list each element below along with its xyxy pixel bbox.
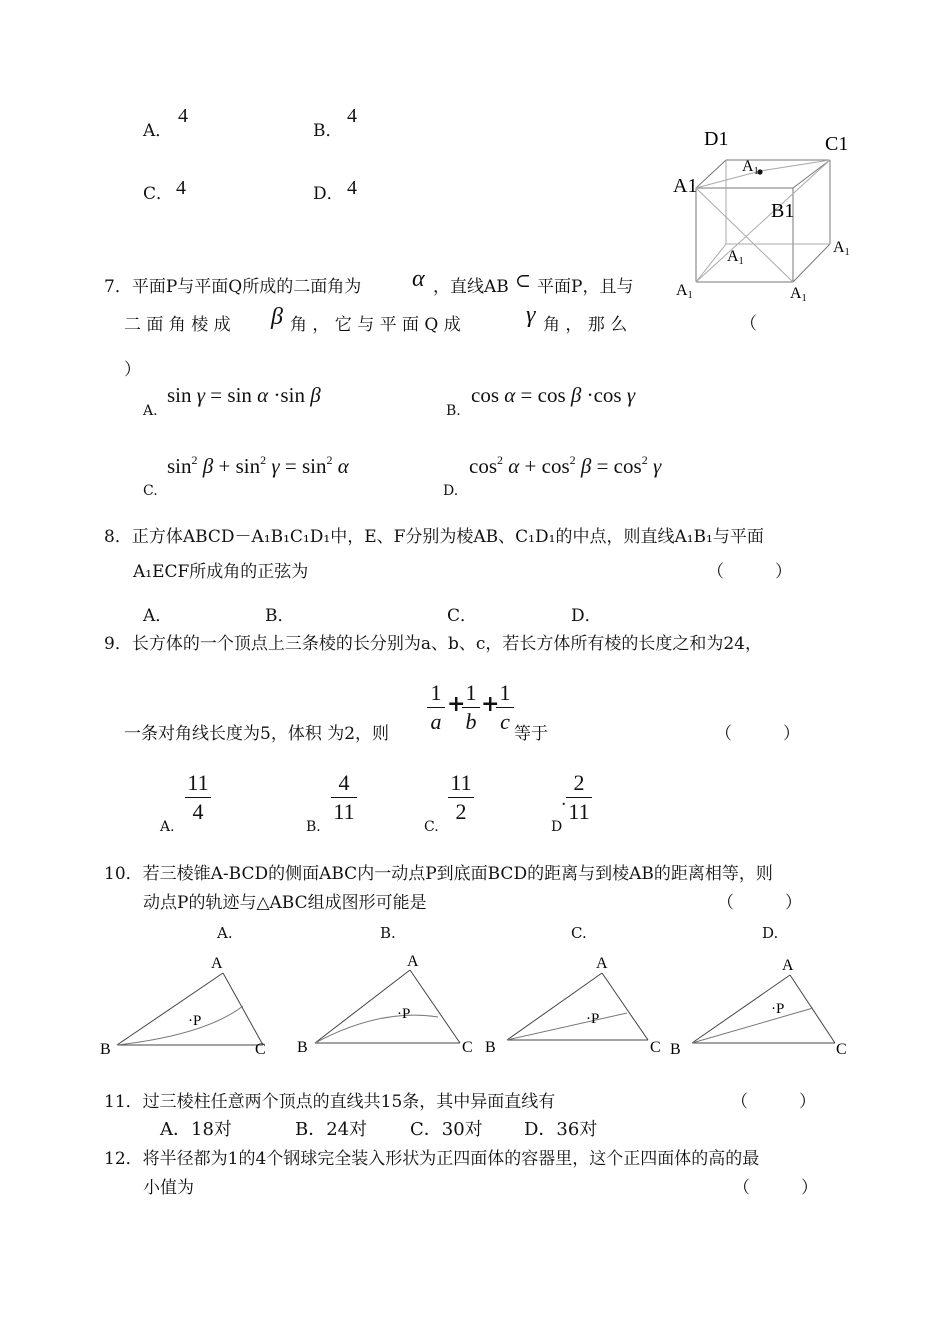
q11-option-a: A．18对 [160, 1119, 232, 1140]
q7-gamma: γ [526, 302, 536, 328]
q6-option-b-label: B． [313, 121, 343, 141]
q10-option-b-label: B. [380, 924, 396, 942]
cube-label-right: A1 [833, 239, 850, 258]
q10-line1: 10．若三棱锥A-BCD的侧面ABC内一动点P到底面BCD的距离与到棱AB的距离相等，则 [104, 864, 773, 884]
q7-line2-a: 二 面 角 棱 成 [124, 315, 231, 335]
cube-label-a1: A1 [673, 175, 698, 197]
q9-option-d-dot: . [561, 790, 567, 810]
svg-text:B: B [297, 1039, 308, 1056]
q9-option-d-label: D [551, 819, 563, 835]
cube-label-center: A1 [727, 248, 744, 267]
q11-line1: 11．过三棱柱任意两个顶点的直线共15条，其中异面直线有 [104, 1092, 556, 1112]
q6-option-d-label: D． [313, 184, 344, 204]
q8-option-c: C． [447, 606, 478, 626]
q10-option-c-label: C. [571, 924, 587, 942]
q7-option-b-label: B. [446, 403, 461, 419]
q9-option-a-label: A. [160, 819, 175, 835]
q9-option-b-label: B. [306, 819, 321, 835]
q7-option-b-formula: cos α = cos β ·cos γ [471, 383, 636, 407]
q7-beta: β [271, 304, 283, 330]
q6-option-c-label: C． [143, 184, 174, 204]
q7-option-a-label: A. [143, 403, 158, 419]
svg-text:·P: ·P [188, 1013, 202, 1029]
q8-line1: 8．正方体ABCD－A₁B₁C₁D₁中，E、F分别为棱AB、C₁D₁的中点，则直线A₁B₁与平面 [104, 527, 764, 547]
q10-triangle-b [290, 950, 490, 1060]
svg-text:A: A [596, 955, 608, 972]
cube-label-bottom-left: A1 [676, 282, 693, 301]
q9-line2-a: 一条对角线长度为5，体积 为2，则 [124, 724, 390, 744]
q9-line1: 9．长方体的一个顶点上三条棱的长分别为a、b、c，若长方体所有棱的长度之和为24， [104, 634, 762, 654]
q7-option-d-label: D. [443, 483, 459, 499]
q9-frac-1-over-c: $\frac{1}{c}$ [496, 679, 514, 736]
q7-alpha: α [412, 266, 425, 292]
q9-option-c-label: C. [424, 819, 439, 835]
q10-triangle-a [95, 950, 285, 1060]
q9-option-d-fraction: $\frac{2}{11}$ [566, 769, 592, 826]
q6-option-a-label: A． [143, 121, 173, 141]
q10-line2: 动点P的轨迹与△ABC组成图形可能是 [143, 893, 427, 913]
q7-line3: ） [124, 360, 141, 380]
q12-line1: 12．将半径都为1的4个钢球完全装入形状为正四面体的容器里，这个正四面体的高的最 [104, 1149, 760, 1169]
q8-option-b: B． [265, 606, 295, 626]
q12-line2: 小值为 [143, 1178, 194, 1198]
cube-figure [660, 120, 860, 310]
q7-option-c-label: C. [143, 483, 158, 499]
q9-frac-1-over-a: $\frac{1}{a}$ [427, 679, 445, 736]
cube-label-c1: C1 [825, 133, 849, 155]
svg-text:·P: ·P [586, 1011, 600, 1027]
q11-option-b: B．24对 [295, 1119, 368, 1140]
q7-line2-b: 角 ， 它 与 平 面 Q 成 [290, 315, 461, 335]
cube-label-b1: B1 [771, 200, 795, 222]
q7-line2-c: 角 ， 那 么 [543, 315, 628, 335]
svg-text:C: C [255, 1041, 266, 1058]
svg-text:·P: ·P [771, 1001, 785, 1017]
q9-paren: （ ） [715, 724, 800, 744]
q9-option-c-fraction: $\frac{11}{2}$ [448, 769, 474, 826]
svg-text:A: A [211, 955, 223, 972]
q7-option-d-formula: $\cos^2 \alpha + \cos^2 \beta = \cos^2 \gamma$ [469, 453, 662, 478]
q9-plus-1: + [447, 691, 466, 717]
svg-text:B: B [100, 1041, 111, 1058]
svg-text:B: B [670, 1041, 681, 1058]
q8-line2: A₁ECF所成角的正弦为 [133, 562, 309, 582]
q9-option-b-fraction: $\frac{4}{11}$ [331, 769, 357, 826]
cube-label-bottom-right: A1 [790, 285, 807, 304]
q10-triangle-c [480, 950, 680, 1060]
q6-option-d-value: 4 [347, 177, 357, 199]
q6-option-b-value: 4 [347, 105, 357, 127]
q7-subset-symbol: ⊂ [515, 270, 531, 292]
q7-option-c-formula: $\sin^2 \beta + \sin^2 \gamma = \sin^2 \alpha$ [167, 453, 349, 478]
q8-option-a: A． [143, 606, 173, 626]
q12-paren: （ ） [733, 1178, 818, 1198]
svg-text:B: B [485, 1039, 496, 1056]
svg-text:C: C [462, 1039, 473, 1056]
svg-text:C: C [836, 1041, 847, 1058]
q7-paren-open: （ [740, 314, 757, 334]
q10-paren: （ ） [717, 893, 802, 913]
q8-option-d: D． [571, 606, 602, 626]
q7-line1-b: ，直线AB [433, 277, 509, 297]
q10-triangle-d [665, 955, 865, 1065]
q7-line1-c: 平面P，且与 [537, 277, 634, 297]
svg-text:C: C [650, 1039, 661, 1056]
q6-option-a-value: 4 [178, 105, 188, 127]
q6-option-c-value: 4 [176, 177, 186, 199]
q8-paren: （ ） [707, 562, 792, 582]
svg-text:A: A [407, 953, 419, 970]
cube-label-d1: D1 [704, 128, 729, 150]
q11-option-c: C．30对 [410, 1119, 483, 1140]
svg-text:A: A [782, 957, 794, 974]
q11-option-d: D．36对 [524, 1119, 598, 1140]
q9-option-a-fraction: $\frac{11}{4}$ [185, 769, 211, 826]
svg-text:·P: ·P [397, 1006, 411, 1022]
q7-line1-a: 7．平面P与平面Q所成的二面角为 [104, 277, 362, 297]
q9-line2-b: 等于 [514, 724, 548, 744]
cube-label-top: A1 [742, 158, 759, 177]
q11-paren: （ ） [731, 1092, 816, 1112]
q9-frac-1-over-b: $\frac{1}{b}$ [462, 679, 480, 736]
q9-plus-2: + [481, 691, 500, 717]
q10-option-a-label: A. [217, 924, 233, 942]
q7-option-a-formula: sin γ = sin α ·sin β [167, 383, 321, 407]
q10-option-d-label: D. [762, 924, 779, 942]
